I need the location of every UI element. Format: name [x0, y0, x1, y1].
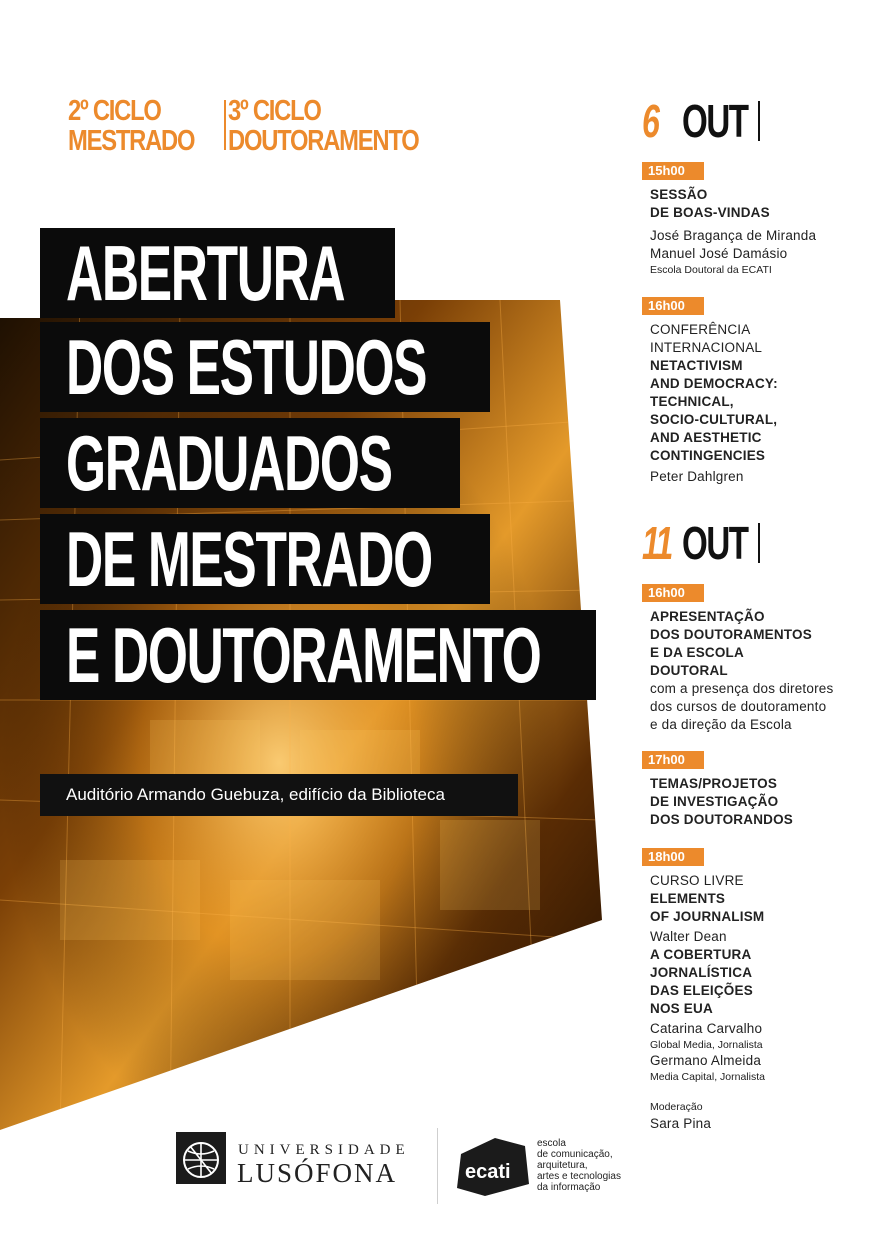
- title-line-4: [40, 514, 490, 604]
- ecati-logo-icon: [455, 1136, 531, 1198]
- title-text-1: ABERTURA: [66, 229, 345, 317]
- title-line-5: [40, 610, 596, 700]
- title-text-4: DE MESTRADO: [66, 515, 432, 603]
- event-title: NOS EUA: [650, 1001, 713, 1016]
- event-pre: CONFERÊNCIA: [650, 322, 751, 337]
- event-title: TEMAS/PROJETOS: [650, 776, 778, 791]
- event-person: Peter Dahlgren: [650, 469, 744, 484]
- cycle-3: [228, 96, 418, 156]
- event-title: E DA ESCOLA: [650, 645, 744, 660]
- time-badge-4: 17h00: [642, 751, 704, 769]
- lusofona-name-bottom: LUSÓFONA: [237, 1158, 398, 1188]
- event-title: JORNALÍSTICA: [650, 965, 753, 980]
- ecati-line: arquitetura,: [537, 1160, 588, 1171]
- event-title: AND DEMOCRACY:: [650, 376, 778, 391]
- title-text-3: GRADUADOS: [66, 419, 392, 507]
- event-title: SESSÃO: [650, 187, 708, 202]
- ecati-line: de comunicação,: [537, 1149, 613, 1160]
- day-2-number: 11: [642, 517, 672, 569]
- speaker-name: Germano Almeida: [650, 1053, 762, 1068]
- cycle-2: [68, 96, 194, 156]
- title-line-1: [40, 228, 395, 318]
- day-1-divider: [758, 101, 760, 141]
- ecati-mark: ecati: [465, 1161, 511, 1183]
- title-text-5: E DOUTORAMENTO: [66, 611, 541, 699]
- day-heading-2: [642, 518, 760, 568]
- time-badge-2: 16h00: [642, 297, 704, 315]
- event-pre: INTERNACIONAL: [650, 340, 763, 355]
- event-title: NETACTIVISM: [650, 358, 743, 373]
- ecati-line: escola: [537, 1138, 566, 1149]
- ecati-line: da informação: [537, 1182, 601, 1193]
- cycles-header: [68, 96, 460, 156]
- footer-divider: [437, 1128, 438, 1204]
- venue-label: Auditório Armando Guebuza, edifício da Biblioteca: [40, 774, 518, 816]
- event-desc: com a presença dos diretores: [650, 681, 834, 696]
- day-2-month: OUT: [682, 517, 748, 569]
- day-1-number: 6: [642, 95, 658, 147]
- event-title: DE INVESTIGAÇÃO: [650, 794, 779, 809]
- event-title: DE BOAS-VINDAS: [650, 205, 770, 220]
- event-desc: dos cursos de doutoramento: [650, 699, 827, 714]
- cycle-3-line2: DOUTORAMENTO: [227, 125, 419, 157]
- ecati-line: artes e tecnologias: [537, 1171, 621, 1182]
- event-desc: e da direção da Escola: [650, 717, 792, 732]
- time-badge-5: 18h00: [642, 848, 704, 866]
- event-person: José Bragança de Miranda: [650, 228, 817, 243]
- day-heading-1: [642, 96, 760, 146]
- event-title: DOUTORAL: [650, 663, 728, 678]
- event-pre: CURSO LIVRE: [650, 873, 744, 888]
- event-note: Escola Doutoral da ECATI: [650, 264, 772, 276]
- ecati-description: [537, 1138, 621, 1193]
- title-line-2: [40, 322, 490, 412]
- moderation-label: Moderação: [650, 1101, 703, 1113]
- title-text-2: DOS ESTUDOS: [66, 323, 427, 411]
- event-title: DOS DOUTORANDOS: [650, 812, 794, 827]
- lusofona-globe-icon: [176, 1132, 226, 1184]
- day-1-month: OUT: [682, 95, 748, 147]
- time-badge-1: 15h00: [642, 162, 704, 180]
- event-title: SOCIO-CULTURAL,: [650, 412, 778, 427]
- event-person: Manuel José Damásio: [650, 246, 788, 261]
- time-badge-3: 16h00: [642, 584, 704, 602]
- lusofona-name-top: UNIVERSIDADE: [238, 1142, 410, 1158]
- speaker-role: Global Media, Jornalista: [650, 1039, 763, 1051]
- event-title: AND AESTHETIC: [650, 430, 762, 445]
- event-title: TECHNICAL,: [650, 394, 734, 409]
- moderator-name: Sara Pina: [650, 1116, 712, 1131]
- event-title: APRESENTAÇÃO: [650, 609, 765, 624]
- cycle-2-line1: 2º CICLO: [68, 95, 161, 127]
- event-title: DOS DOUTORAMENTOS: [650, 627, 812, 642]
- cycle-divider: [224, 100, 226, 150]
- cycle-3-line1: 3º CICLO: [227, 95, 321, 127]
- speaker-role: Media Capital, Jornalista: [650, 1071, 765, 1083]
- event-person: Walter Dean: [650, 929, 727, 944]
- day-2-divider: [758, 523, 760, 563]
- event-title: OF JOURNALISM: [650, 909, 765, 924]
- speaker-name: Catarina Carvalho: [650, 1021, 763, 1036]
- event-title: A COBERTURA: [650, 947, 752, 962]
- title-line-3: [40, 418, 460, 508]
- event-title: CONTINGENCIES: [650, 448, 766, 463]
- event-title: DAS ELEIÇÕES: [650, 983, 753, 998]
- cycle-2-line2: MESTRADO: [68, 125, 195, 157]
- event-title: ELEMENTS: [650, 891, 726, 906]
